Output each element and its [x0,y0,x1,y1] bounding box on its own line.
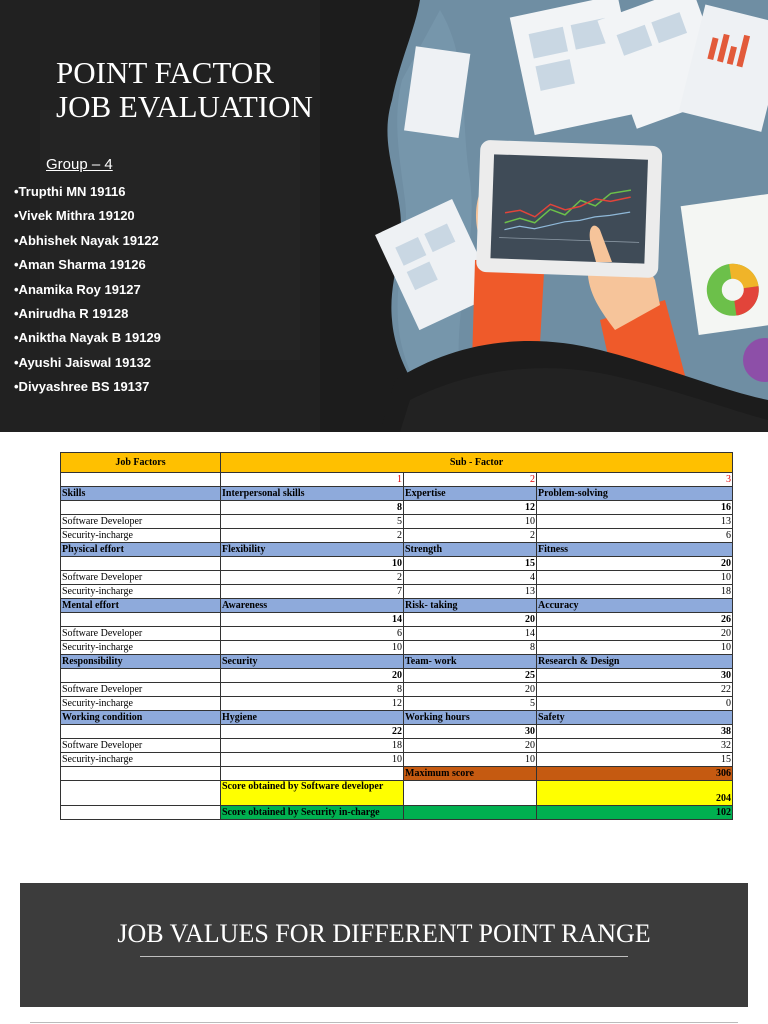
header-sub-factor: Sub - Factor [221,453,733,473]
sub-factor-name: Team- work [404,655,537,669]
role-name: Software Developer [61,515,221,529]
role-name: Security-incharge [61,641,221,655]
max-score-value: 306 [537,767,733,781]
role-name: Software Developer [61,683,221,697]
max-points: 15 [404,557,537,571]
role-score: 10 [537,571,733,585]
role-row [61,641,733,655]
max-points: 16 [537,501,733,515]
role-score: 15 [537,753,733,767]
max-points: 38 [537,725,733,739]
role-score: 20 [537,627,733,641]
table-header-row [61,453,733,473]
sub-number: 3 [537,473,733,487]
software-score-value: 204 [537,781,733,806]
table-cell [61,669,221,683]
sub-number-row [61,473,733,487]
role-score: 10 [221,641,404,655]
factor-row [61,599,733,613]
factor-name: Physical effort [61,543,221,557]
max-score-row [61,767,733,781]
max-points: 25 [404,669,537,683]
role-score: 32 [537,739,733,753]
table-cell [61,473,221,487]
security-score-row [61,806,733,820]
security-score-value: 102 [537,806,733,820]
software-score-label: Score obtained by Software developer [221,781,404,806]
role-score: 10 [537,641,733,655]
role-row [61,571,733,585]
table-cell [61,501,221,515]
table-cell [404,781,537,806]
role-row [61,697,733,711]
group-heading: Group – 4 [46,156,113,173]
sub-factor-name: Fitness [537,543,733,557]
role-score: 18 [221,739,404,753]
table-cell [61,781,221,806]
table-cell [61,767,221,781]
factor-name: Responsibility [61,655,221,669]
role-name: Security-incharge [61,753,221,767]
max-score-label: Maximum score [404,767,537,781]
role-row [61,529,733,543]
sub-factor-name: Flexibility [221,543,404,557]
role-row [61,627,733,641]
role-score: 4 [404,571,537,585]
role-score: 20 [404,683,537,697]
title-line-1: POINT FACTOR [56,55,274,90]
role-row [61,585,733,599]
role-row [61,683,733,697]
role-score: 2 [404,529,537,543]
member-item: •Trupthi MN 19116 [14,184,126,199]
role-score: 0 [537,697,733,711]
role-score: 5 [221,515,404,529]
member-item: •Anirudha R 19128 [14,305,129,321]
sub-number: 2 [404,473,537,487]
title-slide [0,0,768,432]
table-cell [61,725,221,739]
role-row [61,753,733,767]
point-factor-table [60,452,733,820]
slide-heading: JOB VALUES FOR DIFFERENT POINT RANGE [117,919,651,948]
member-item: •Aniktha Nayak B 19129 [14,330,161,346]
software-score-row [61,781,733,806]
role-name: Software Developer [61,571,221,585]
sub-factor-name: Interpersonal skills [221,487,404,501]
factor-row [61,655,733,669]
evaluation-table-slide [0,432,768,872]
role-score: 10 [221,753,404,767]
role-row [61,739,733,753]
points-row [61,613,733,627]
max-points: 22 [221,725,404,739]
role-score: 10 [404,753,537,767]
role-score: 2 [221,571,404,585]
role-score: 8 [404,641,537,655]
role-score: 18 [537,585,733,599]
max-points: 26 [537,613,733,627]
max-points: 14 [221,613,404,627]
header-job-factors: Job Factors [61,453,221,473]
sub-factor-name: Strength [404,543,537,557]
table-cell [61,557,221,571]
factor-name: Mental effort [61,599,221,613]
sub-factor-name: Research & Design [537,655,733,669]
sub-factor-name: Accuracy [537,599,733,613]
member-item: •Abhishek Nayak 19122 [14,232,159,248]
role-name: Security-incharge [61,529,221,543]
slide-title [56,56,313,124]
sub-factor-name: Risk- taking [404,599,537,613]
role-score: 12 [221,697,404,711]
role-score: 8 [221,683,404,697]
factor-row [61,487,733,501]
points-row [61,725,733,739]
sub-factor-name: Security [221,655,404,669]
role-score: 5 [404,697,537,711]
max-points: 30 [537,669,733,683]
factor-row [61,543,733,557]
role-score: 13 [404,585,537,599]
table-cell [61,806,221,820]
role-name: Software Developer [61,627,221,641]
table-cell [61,613,221,627]
max-points: 8 [221,501,404,515]
table-cell [221,767,404,781]
max-points: 30 [404,725,537,739]
max-points: 10 [221,557,404,571]
points-row [61,557,733,571]
heading-underline [140,956,628,957]
role-name: Security-incharge [61,697,221,711]
sub-factor-name: Problem-solving [537,487,733,501]
member-item: •Aman Sharma 19126 [14,257,146,273]
member-item: •Ayushi Jaiswal 19132 [14,354,152,370]
member-list [14,183,161,403]
factor-name: Working condition [61,711,221,725]
role-score: 6 [221,627,404,641]
role-score: 20 [404,739,537,753]
job-values-slide [20,883,748,1007]
title-line-2: JOB EVALUATION [56,89,313,124]
sub-factor-name: Hygiene [221,711,404,725]
role-score: 10 [404,515,537,529]
security-score-label: Score obtained by Security in-charge [221,806,404,820]
role-name: Software Developer [61,739,221,753]
table-cell [404,806,537,820]
role-score: 7 [221,585,404,599]
factor-row [61,711,733,725]
member-item: •Vivek Mithra 19120 [14,208,135,224]
sub-factor-name: Expertise [404,487,537,501]
member-item: •Divyashree BS 19137 [14,379,150,395]
sub-factor-name: Awareness [221,599,404,613]
role-score: 14 [404,627,537,641]
max-points: 20 [404,613,537,627]
max-points: 20 [221,669,404,683]
sub-number: 1 [221,473,404,487]
next-slide-edge [30,1022,738,1023]
max-points: 20 [537,557,733,571]
sub-factor-name: Working hours [404,711,537,725]
role-score: 2 [221,529,404,543]
factor-name: Skills [61,487,221,501]
points-row [61,669,733,683]
max-points: 12 [404,501,537,515]
role-score: 6 [537,529,733,543]
role-score: 13 [537,515,733,529]
points-row [61,501,733,515]
role-score: 22 [537,683,733,697]
role-name: Security-incharge [61,585,221,599]
member-item: •Anamika Roy 19127 [14,281,141,297]
sub-factor-name: Safety [537,711,733,725]
role-row [61,515,733,529]
